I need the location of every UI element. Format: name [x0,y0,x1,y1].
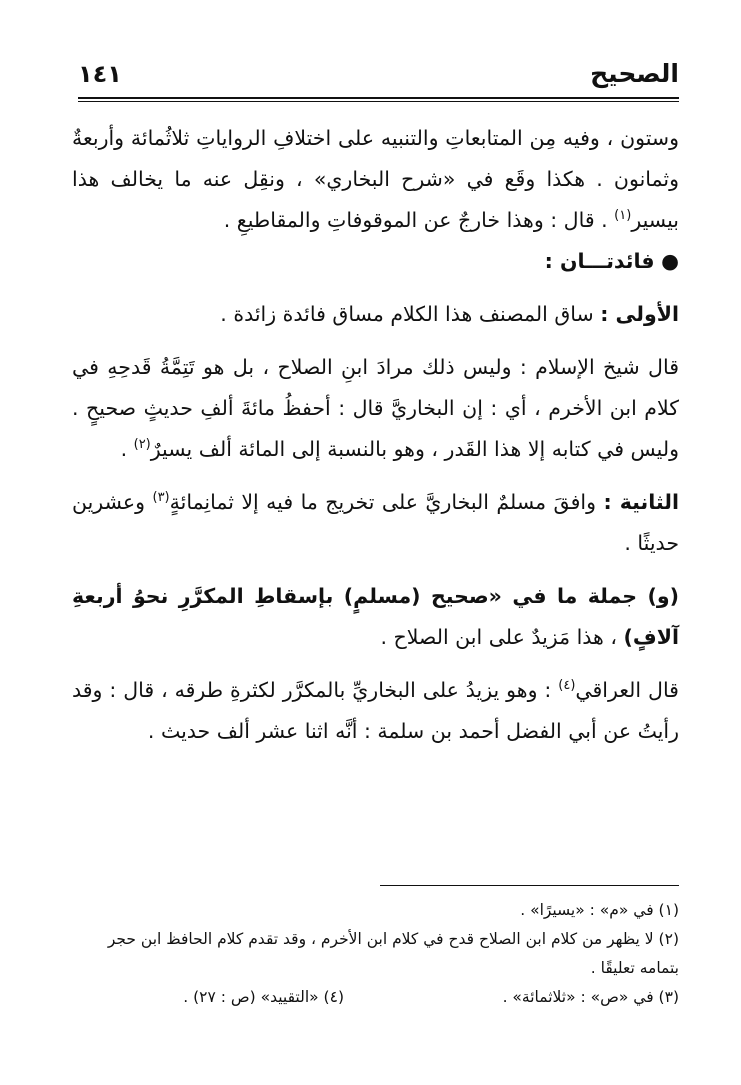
muslim-text-a: (و) جملة ما في «صحيح (مسلمٍ) [343,584,679,608]
section-heading-text: فائدتـــان : [544,249,655,273]
paragraph-1-line-2: وأربعةٌ وثمانون . هكذا وقَع في «شرح البخاري» ، ونقِل عنه ما يخالف [72,126,679,191]
footnote-2: (٢) لا يظهر من كلام ابن الصلاح قدح في كلام ابن الأخرم ، وقد تقدم كلام الحافظ ابن حجر بتمامه تعليقًا . [107,930,679,977]
footnote-1: (١) في «م» : «يسيرًا» . [520,901,679,919]
muslim-bold: بإسقاطِ المكرَّرِ نحوُ أربعةِ آلافٍ) [72,584,679,649]
first-text: ساق المصنف هذا الكلام مساق فائدة زائدة . [220,302,601,326]
footnote-separator [380,885,679,886]
paragraph-first-benefit [72,294,679,335]
iraqi-text-b: : وهو يزيدُ على البخاريِّ بالمكرَّر لكثرةِ طرقه ، قال : وقد رأيتُ عن أبي الفضل أحمد بن سلمة : أنَّه اثنا عشر ألف حديث . [72,678,679,743]
paragraph-1 [72,118,679,241]
footnotes [72,896,679,1015]
running-title: الصحيح [590,59,679,88]
paragraph-shaykh [72,347,679,470]
second-label: الثانية : [603,490,680,514]
section-heading [72,241,679,282]
iraqi-text-a: قال العراقي [575,678,679,702]
paragraph-iraqi [72,670,679,752]
paragraph-1-line-3b: . قال : وهذا خارجٌ عن الموقوفاتِ والمقاطيعِ . [223,208,615,232]
first-label: الأولى : [600,302,679,326]
paragraph-1-line-1: وستون ، وفيه مِن المتابعاتِ والتنبيه على اختلافِ الرواياتِ ثلاثُمائة [130,126,679,150]
bullet-icon: ● [661,249,679,273]
second-text-2: وعشرين حديثًا . [72,490,679,555]
footnote-row-3-4 [72,983,679,1015]
muslim-text-b: ، هذا مَزيدٌ على ابن الصلاح . [380,625,624,649]
shaykh-end: . [120,437,134,461]
footnote-ref-2: (٢) [133,437,151,453]
paragraph-second-benefit [72,482,679,564]
second-text: وافقَ مسلمٌ البخاريَّ على تخريج ما فيه إلا ثمانِمائةٍ [169,490,604,514]
footnote-ref-3: (٣) [152,490,170,506]
page-number: ١٤١ [78,60,122,88]
footnote-4: (٤) «التقييد» (ص : ٢٧) . [183,988,344,1006]
footnote-ref-4: (٤) [558,678,576,694]
paragraph-muslim [72,576,679,658]
footnote-3: (٣) في «ص» : «ثلاثمائة» . [502,988,679,1006]
shaykh-text: قال شيخ الإسلام : وليس ذلك مرادَ ابنِ الصلاح ، بل هو تَتِمَّةُ قَدحِهِ في كلام ابن الأخرم ، أي : إن البخاريَّ قال : أحفظُ مائةَ ألفِ حديثٍ صحيحٍ . وليس في كتابه إلا هذا القَدر ، وهو بالنسبة إلى المائة ألف يسيرٌ [72,355,679,461]
header-rule-thick [78,97,679,99]
main-text [72,118,679,752]
header-rule-thin [78,101,679,102]
footnote-ref-1: (١) [614,208,632,224]
paragraph-1-line-3a: هذا بيسير [72,167,679,232]
running-header [78,58,679,98]
